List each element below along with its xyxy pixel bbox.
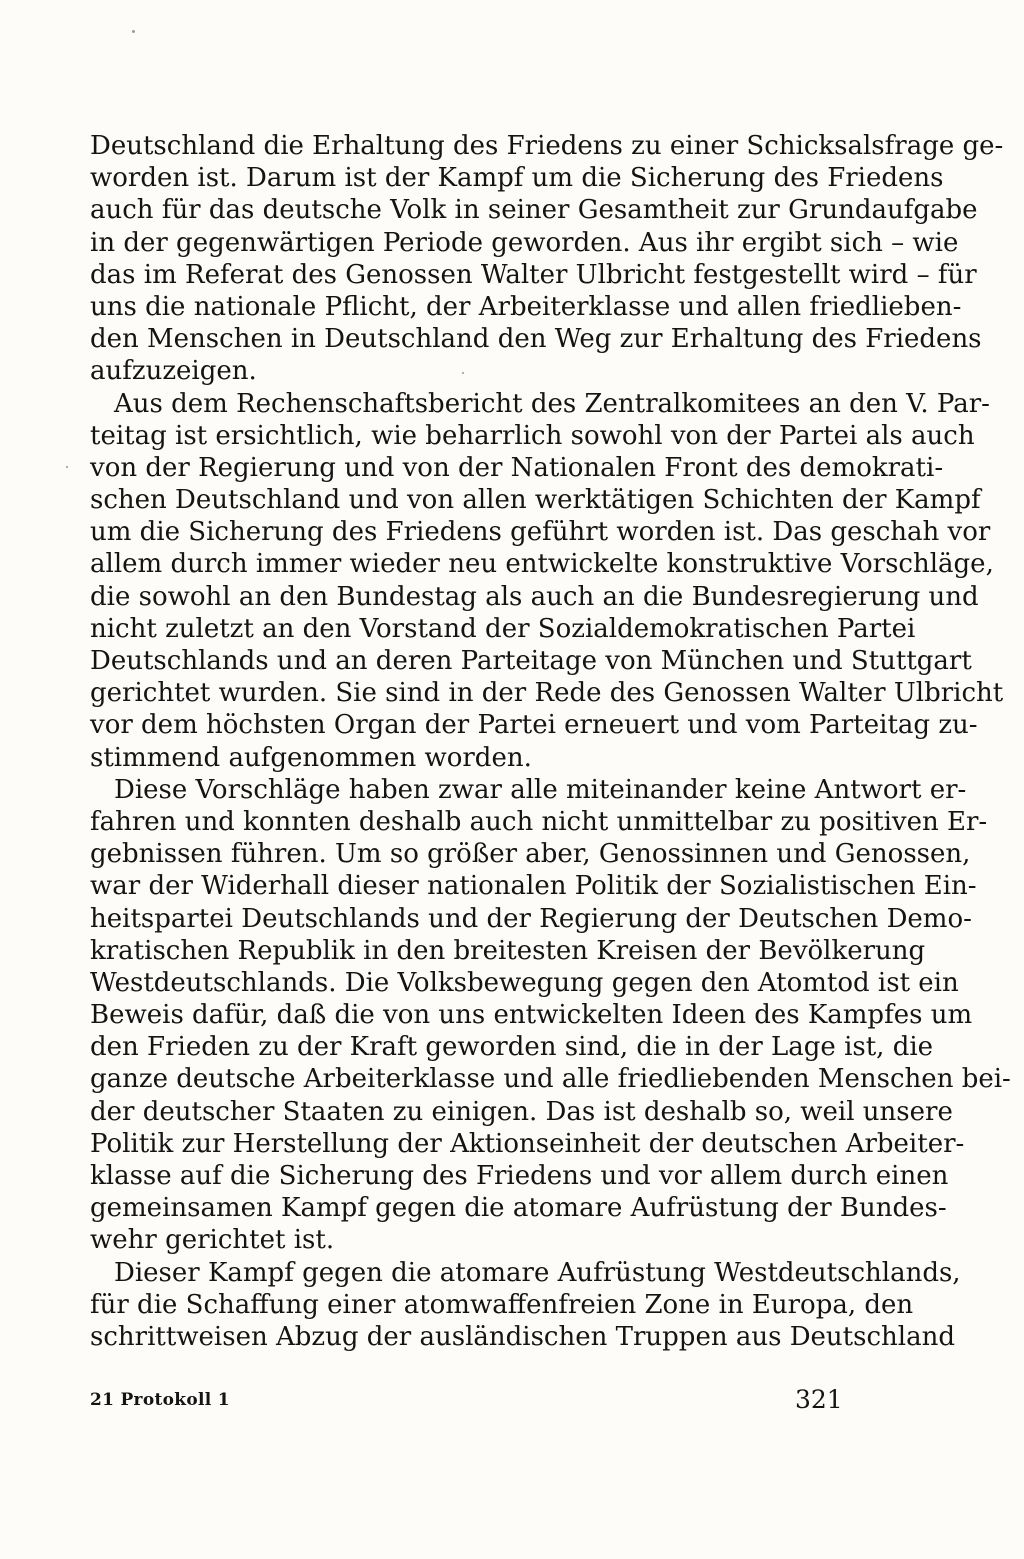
text-line: worden ist. Darum ist der Kampf um die Sicherung des Friedens bbox=[90, 163, 944, 194]
text-line: uns die nationale Pflicht, der Arbeiterklasse und allen friedlieben- bbox=[90, 291, 962, 322]
paragraph bbox=[90, 130, 1004, 388]
text-line: Dieser Kampf gegen die atomare Aufrüstung Westdeutschlands, bbox=[114, 1257, 961, 1288]
text-line: den Frieden zu der Kraft geworden sind, die in der Lage ist, die bbox=[90, 1032, 934, 1063]
text-line: für die Schaffung einer atomwaffenfreien Zone in Europa, den bbox=[90, 1289, 914, 1320]
text-line: die sowohl an den Bundestag als auch an die Bundesregierung und bbox=[90, 581, 979, 612]
text-line: gebnissen führen. Um so größer aber, Genossinnen und Genossen, bbox=[90, 839, 971, 870]
text-line: gemeinsamen Kampf gegen die atomare Aufrüstung der Bundes- bbox=[90, 1193, 947, 1224]
text-line: der deutscher Staaten zu einigen. Das ist deshalb so, weil unsere bbox=[90, 1096, 953, 1127]
paragraph bbox=[90, 1257, 961, 1354]
paragraph bbox=[90, 774, 1011, 1257]
text-line: das im Referat des Genossen Walter Ulbricht festgestellt wird – für bbox=[90, 259, 977, 290]
scan-speck bbox=[132, 30, 135, 33]
text-line: gerichtet wurden. Sie sind in der Rede des Genossen Walter Ulbricht bbox=[90, 678, 1004, 709]
body-text bbox=[90, 130, 1011, 1353]
text-line: klasse auf die Sicherung des Friedens und vor allem durch einen bbox=[90, 1161, 949, 1191]
text-line: um die Sicherung des Friedens geführt worden ist. Das geschah vor bbox=[90, 517, 991, 548]
text-line: den Menschen in Deutschland den Weg zur Erhaltung des Friedens bbox=[90, 324, 982, 355]
text-line: nicht zuletzt an den Vorstand der Sozialdemokratischen Partei bbox=[90, 613, 916, 644]
text-line: in der gegenwärtigen Periode geworden. Aus ihr ergibt sich – wie bbox=[90, 227, 959, 258]
text-line: war der Widerhall dieser nationalen Politik der Sozialistischen Ein- bbox=[90, 871, 977, 902]
text-line: kratischen Republik in den breitesten Kreisen der Bevölkerung bbox=[90, 935, 926, 966]
text-line: Deutschland die Erhaltung des Friedens zu einer Schicksalsfrage ge- bbox=[90, 131, 1004, 161]
text-line: schen Deutschland und von allen werktätigen Schichten der Kampf bbox=[90, 485, 981, 516]
text-line: aufzuzeigen. bbox=[90, 356, 257, 387]
text-line: Politik zur Herstellung der Aktionseinheit der deutschen Arbeiter- bbox=[90, 1128, 965, 1159]
text-line: fahren und konnten deshalb auch nicht unmittelbar zu positiven Er- bbox=[90, 806, 988, 837]
text-line: Deutschlands und an deren Parteitage von München und Stuttgart bbox=[90, 646, 972, 676]
text-line: Westdeutschlands. Die Volksbewegung gegen den Atomtod ist ein bbox=[90, 967, 959, 998]
text-line: ganze deutsche Arbeiterklasse und alle friedliebenden Menschen bei- bbox=[90, 1064, 1011, 1095]
text-line: allem durch immer wieder neu entwickelte konstruktive Vorschläge, bbox=[90, 549, 994, 580]
page-number: 321 bbox=[795, 1385, 843, 1414]
paragraph bbox=[90, 388, 1004, 774]
text-line: Beweis dafür, daß die von uns entwickelten Ideen des Kampfes um bbox=[90, 1000, 973, 1031]
text-line: heitspartei Deutschlands und der Regierung der Deutschen Demo- bbox=[90, 903, 972, 934]
text-line: auch für das deutsche Volk in seiner Gesamtheit zur Grundaufgabe bbox=[90, 195, 978, 226]
scan-speck bbox=[66, 466, 68, 468]
signature-mark: 21 Protokoll 1 bbox=[90, 1390, 230, 1410]
text-line: Diese Vorschläge haben zwar alle miteinander keine Antwort er- bbox=[114, 774, 967, 805]
text-line: von der Regierung und von der Nationalen Front des demokrati- bbox=[90, 452, 944, 483]
text-line: Aus dem Rechenschaftsbericht des Zentralkomitees an den V. Par- bbox=[114, 388, 990, 419]
text-line: teitag ist ersichtlich, wie beharrlich sowohl von der Partei als auch bbox=[90, 420, 975, 451]
text-line: stimmend aufgenommen worden. bbox=[90, 742, 532, 773]
text-line: vor dem höchsten Organ der Partei erneuert und vom Parteitag zu- bbox=[90, 710, 978, 741]
text-line: wehr gerichtet ist. bbox=[90, 1225, 335, 1256]
text-line: schrittweisen Abzug der ausländischen Truppen aus Deutschland bbox=[90, 1321, 955, 1352]
